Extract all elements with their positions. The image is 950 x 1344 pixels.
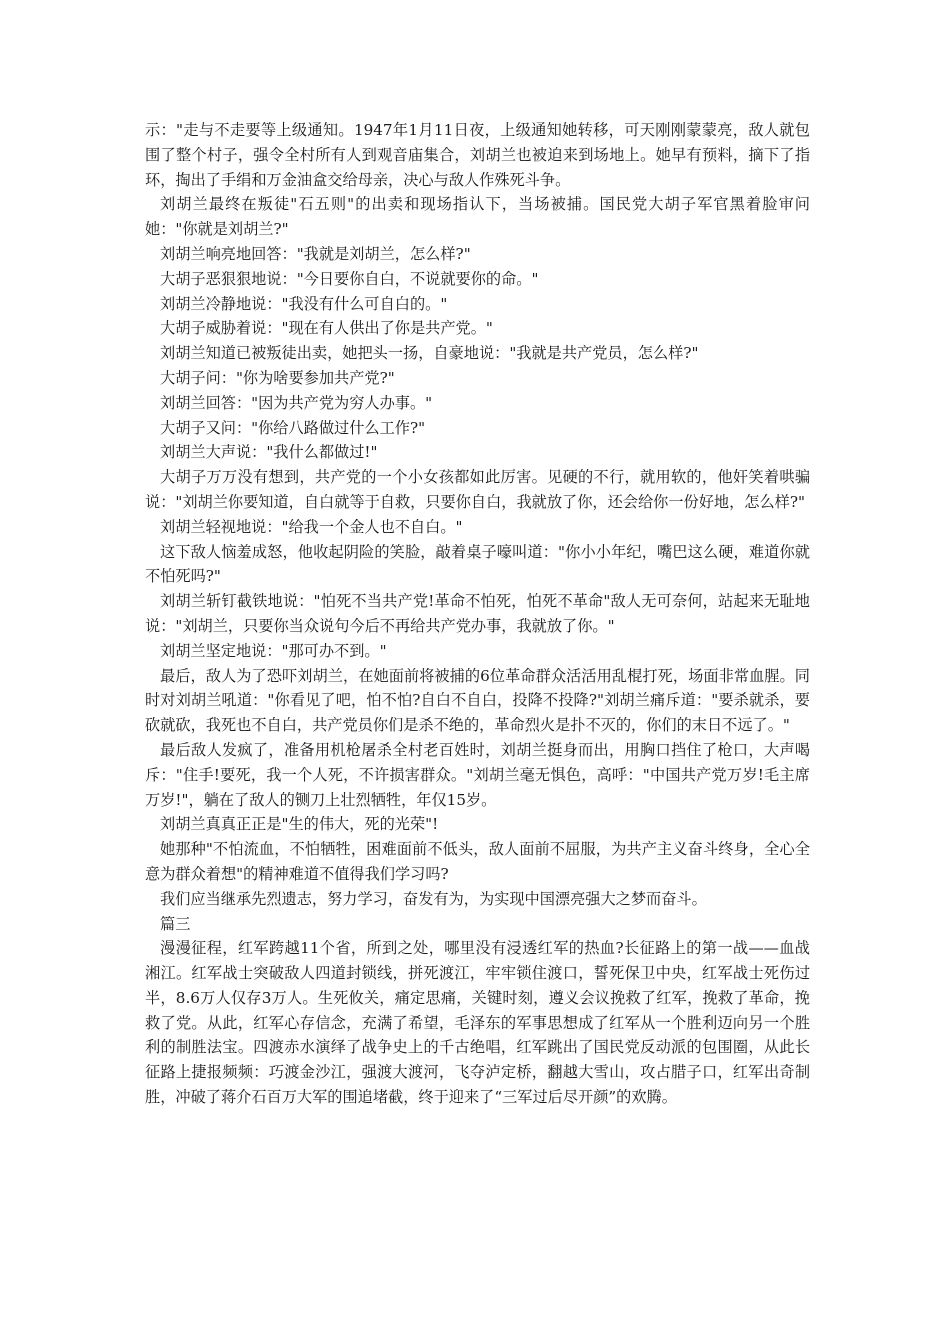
paragraph: 大胡子又问："你给八路做过什么工作?": [160, 418, 426, 437]
paragraph: 刘胡兰大声说："我什么都做过!": [160, 443, 378, 462]
paragraph: 示："走与不走要等上级通知。1947年1月11日夜，上级通知她转移，可天刚刚蒙蒙亮，敌人就包围了整个村子，强令全村所有人到观音庙集合，刘胡兰也被迫来到场地上。她早有预料，摘下了指环，掏出了手绢和万金油盒交给母亲，决心与敌人作殊死斗争。: [145, 121, 810, 189]
paragraph: 刘胡兰响亮地回答："我就是刘胡兰，怎么样?": [160, 244, 471, 263]
paragraph: 刘胡兰真真正正是"生的伟大，死的光荣"!: [160, 815, 439, 834]
paragraph: 大胡子恶狠狠地说："今日要你自白，不说就要你的命。": [160, 269, 539, 288]
document-body: [145, 118, 810, 1110]
paragraph: 最后敌人发疯了，准备用机枪屠杀全村老百姓时，刘胡兰挺身而出，用胸口挡住了枪口，大声喝斥："住手!要死，我一个人死，不许损害群众。"刘胡兰毫无惧色，高呼："中国共产党万岁!毛主席万岁!"，躺在了敌人的铡刀上壮烈牺牲，年仅15岁。: [145, 740, 810, 809]
paragraph: 最后，敌人为了恐吓刘胡兰，在她面前将被捕的6位革命群众活活用乱棍打死，场面非常血腥。同时对刘胡兰吼道："你看见了吧，怕不怕?自白不自白，投降不投降?"刘胡兰痛斥道："要杀就杀，要砍就砍，我死也不自白，共产党员你们是杀不绝的，革命烈火是扑不灭的，你们的末日不远了。": [145, 666, 810, 735]
paragraph: 这下敌人恼羞成怒，他收起阴险的笑脸，敲着桌子嚎叫道："你小小年纪，嘴巴这么硬，难道你就不怕死吗?": [145, 542, 810, 586]
paragraph: 刘胡兰斩钉截铁地说："怕死不当共产党!革命不怕死，怕死不革命"敌人无可奈何，站起来无耻地说："刘胡兰，只要你当众说句今后不再给共产党办事，我就放了你。": [145, 592, 810, 635]
paragraph: 刘胡兰回答："因为共产党为穷人办事。": [160, 393, 433, 412]
paragraph: 大胡子威胁着说："现在有人供出了你是共产党。": [160, 319, 493, 338]
paragraph: 刘胡兰轻视地说："给我一个金人也不自白。": [160, 517, 463, 536]
paragraph: 漫漫征程，红军跨越11个省，所到之处，哪里没有浸透红军的热血?长征路上的第一战——血战湘江。红军战士突破敌人四道封锁线，拼死渡江，牢牢锁住渡口，誓死保卫中央，红军战士死伤过半，8.6万人仅存3万人。生死攸关，痛定思痛，关键时刻，遵义会议挽救了红军，挽救了革命，挽救了党。从此，红军心存信念，充满了希望，毛泽东的军事思想成了红军从一个胜利迈向另一个胜利的制胜法宝。四渡赤水演绎了战争史上的千古绝唱，红军跳出了国民党反动派的包围圈，从此长征路上捷报频频：巧渡金沙江，强渡大渡河，飞夺泸定桥，翻越大雪山，攻占腊子口，红军出奇制胜，冲破了蒋介石百万大军的围追堵截，终于迎来了“三军过后尽开颜”的欢腾。: [145, 939, 810, 1107]
paragraph: 她那种"不怕流血，不怕牺牲，困难面前不低头，敌人面前不屈服，为共产主义奋斗终身，全心全意为群众着想"的精神难道不值得我们学习吗?: [145, 840, 810, 883]
section-heading: 篇三: [160, 914, 191, 933]
paragraph: 刘胡兰坚定地说："那可办不到。": [160, 641, 387, 660]
paragraph: 大胡子问："你为啥要参加共产党?": [160, 368, 395, 387]
paragraph: 刘胡兰冷静地说："我没有什么可自白的。": [160, 294, 448, 313]
paragraph: 大胡子万万没有想到，共产党的一个小女孩都如此厉害。见硬的不行，就用软的，他奸笑着哄骗说："刘胡兰你要知道，自白就等于自救，只要你自白，我就放了你，还会给你一份好地，怎么样?": [145, 468, 810, 511]
paragraph: 刘胡兰最终在叛徒"石五则"的出卖和现场指认下，当场被捕。国民党大胡子军官黑着脸审问她："你就是刘胡兰?": [145, 195, 810, 239]
paragraph: 我们应当继承先烈遗志，努力学习，奋发有为，为实现中国漂亮强大之梦而奋斗。: [160, 889, 707, 908]
paragraph: 刘胡兰知道已被叛徒出卖，她把头一扬，自豪地说："我就是共产党员，怎么样?": [160, 344, 699, 363]
